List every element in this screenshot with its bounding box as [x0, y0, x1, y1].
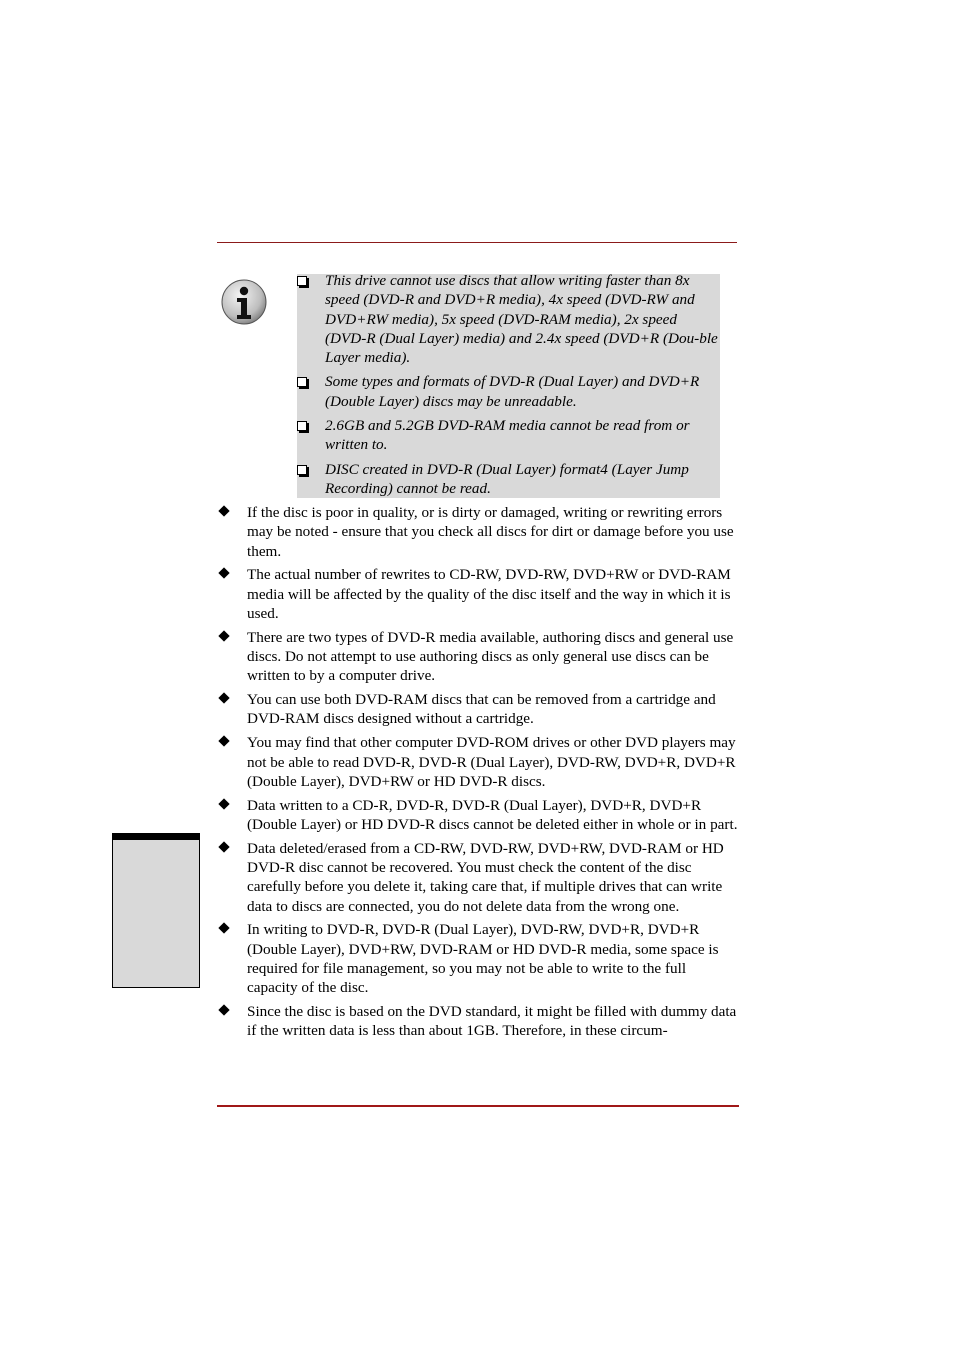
- list-item: [218, 565, 738, 623]
- checkbox-bullet-icon: [297, 465, 307, 475]
- list-item-text: Data deleted/erased from a CD-RW, DVD-RW, DVD+RW, DVD-RAM or HD DVD-R disc cannot be recovered. You must check the content of the disc carefully before you delete it, taking care that, if multiple drives that can write data to discs are connected, you do not delete data from the wrong one.: [247, 839, 724, 915]
- note-text: 2.6GB and 5.2GB DVD-RAM media cannot be read from or written to.: [325, 417, 690, 454]
- list-item: [218, 920, 738, 997]
- note-item: [297, 416, 718, 455]
- diamond-bullet-icon: [218, 1004, 229, 1015]
- list-item: [218, 839, 738, 916]
- note-item: [297, 460, 718, 499]
- list-item-text: You can use both DVD-RAM discs that can be removed from a cartridge and DVD-RAM discs designed without a cartridge.: [247, 691, 716, 728]
- list-item: [218, 1002, 738, 1041]
- list-item: [218, 796, 738, 835]
- list-item: [218, 628, 738, 686]
- checkbox-bullet-icon: [297, 377, 307, 387]
- bullet-list: [218, 503, 738, 1045]
- diamond-bullet-icon: [218, 923, 229, 934]
- list-item-text: You may find that other computer DVD-ROM drives or other DVD players may not be able to read DVD-R, DVD-R (Dual Layer), DVD-RW, DVD+R, DVD+R (Double Layer), DVD+RW or HD DVD-R discs.: [247, 734, 736, 790]
- list-item-text: In writing to DVD-R, DVD-R (Dual Layer), DVD-RW, DVD+R, DVD+R (Double Layer), DVD+RW, DVD-RAM or HD DVD-R media, some space is required for file management, so you may not be able to write to the full capacity of the disc.: [247, 921, 719, 997]
- diamond-bullet-icon: [218, 693, 229, 704]
- list-item: [218, 690, 738, 729]
- info-icon: [220, 278, 268, 326]
- checkbox-bullet-icon: [297, 276, 307, 286]
- diamond-bullet-icon: [218, 736, 229, 747]
- note-text: Some types and formats of DVD-R (Dual Layer) and DVD+R (Double Layer) discs may be unreadable.: [325, 373, 700, 410]
- note-text: DISC created in DVD-R (Dual Layer) format4 (Layer Jump Recording) cannot be read.: [325, 460, 689, 497]
- checkbox-bullet-icon: [297, 421, 307, 431]
- chapter-side-tab: [112, 833, 200, 988]
- note-box: [297, 274, 720, 498]
- list-item-text: The actual number of rewrites to CD-RW, DVD-RW, DVD+RW or DVD-RAM media will be affected by the quality of the disc itself and the way in which it is used.: [247, 566, 731, 622]
- list-item-text: There are two types of DVD-R media available, authoring discs and general use discs. Do not attempt to use authoring discs as only general use discs can be written to by a computer drive.: [247, 628, 734, 685]
- list-item-text: Since the disc is based on the DVD standard, it might be filled with dummy data if the written data is less than about 1GB. Therefore, in these circum-: [247, 1003, 737, 1040]
- footer-rule: [217, 1105, 739, 1107]
- list-item-text: If the disc is poor in quality, or is dirty or damaged, writing or rewriting errors may be noted - ensure that you check all discs for dirt or damage before you use them.: [247, 504, 734, 560]
- note-text: This drive cannot use discs that allow writing faster than 8x speed (DVD-R and DVD+R media), 4x speed (DVD-RW and DVD+RW media), 5x speed (DVD-RAM media), 2x speed (DVD-R (Dual Layer) media) and 2.4x speed (DVD+R (Dou-ble Layer media).: [325, 272, 718, 367]
- header-rule: [217, 242, 737, 243]
- diamond-bullet-icon: [218, 841, 229, 852]
- diamond-bullet-icon: [218, 630, 229, 641]
- note-item: [297, 271, 718, 367]
- list-item: [218, 503, 738, 561]
- note-item: [297, 372, 718, 411]
- diamond-bullet-icon: [218, 505, 229, 516]
- list-item-text: Data written to a CD-R, DVD-R, DVD-R (Dual Layer), DVD+R, DVD+R (Double Layer) or HD DVD-R discs cannot be deleted either in whole or in part.: [247, 796, 738, 833]
- list-item: [218, 733, 738, 791]
- diamond-bullet-icon: [218, 798, 229, 809]
- diamond-bullet-icon: [218, 568, 229, 579]
